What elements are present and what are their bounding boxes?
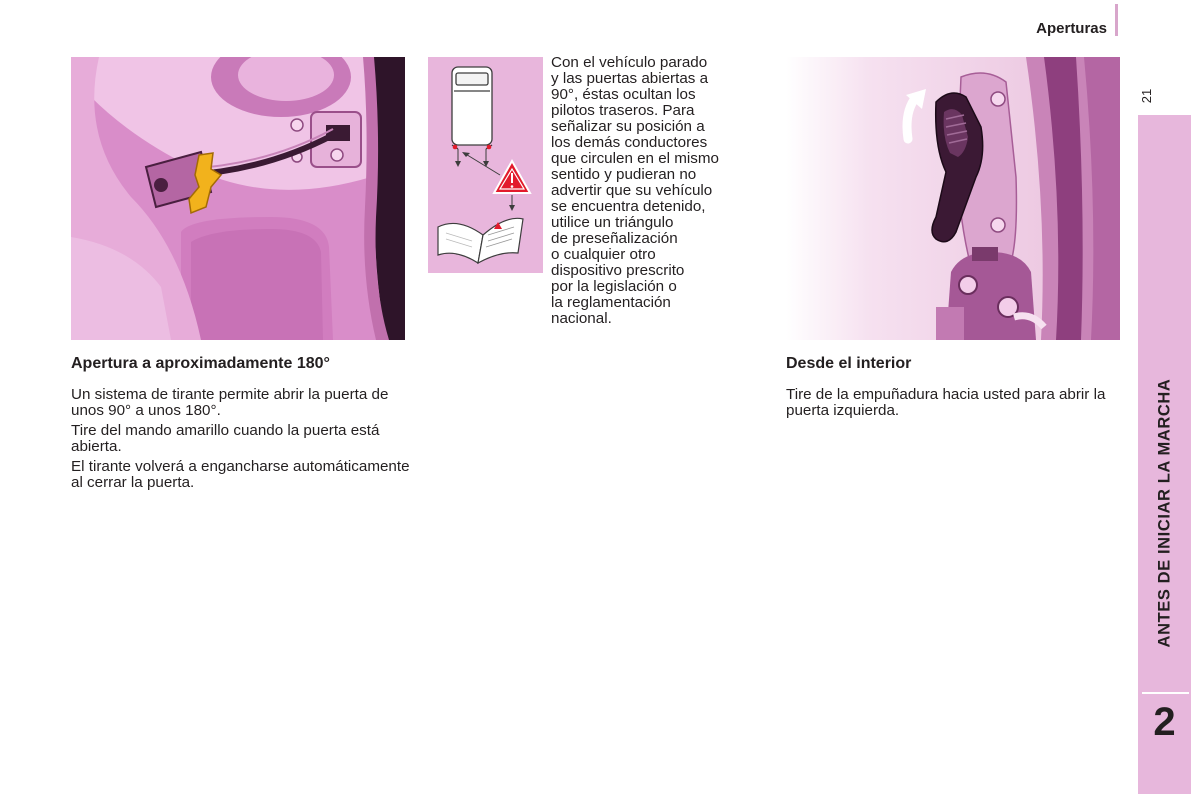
paragraph: El tirante volverá a engancharse automáticamente al cerrar la puerta. (71, 458, 410, 491)
interior-handle-photo (786, 57, 1120, 340)
section-title: Aperturas (1036, 20, 1107, 37)
paragraph: Tire de la empuñadura hacia usted para abrir la puerta izquierda. (786, 386, 1106, 419)
warning-diagram (428, 57, 543, 273)
paragraph: Un sistema de tirante permite abrir la puerta de unos 90° a unos 180°. (71, 386, 389, 419)
middle-body-text: Con el vehículo parado y las puertas abiertas a 90°, éstas ocultan los pilotos traseros. Para señalizar su posición a los demás conductores que circulen en el mismo sentido y pudieran no advertir que su vehículo se encuentra detenido, utilice un triángulo de preseñalización o cualquier otro dispositivo prescrito por la legislación o la reglamentación nacional. (551, 54, 719, 327)
door-strap-photo (71, 57, 405, 340)
left-body-text (71, 387, 411, 495)
chapter-divider (1142, 692, 1189, 694)
right-heading: Desde el interior (786, 355, 912, 372)
right-body-text (786, 387, 1106, 423)
left-heading: Apertura a aproximadamente 180° (71, 355, 330, 372)
paragraph: Tire del mando amarillo cuando la puerta está abierta. (71, 422, 380, 455)
van-topview-icon (452, 67, 492, 145)
header-divider (1115, 4, 1118, 36)
chapter-title: ANTES DE INICIAR LA MARCHA (1155, 378, 1173, 647)
chapter-title-container (1138, 340, 1191, 685)
chapter-number: 2 (1153, 700, 1176, 744)
page-number: 21 (1139, 88, 1154, 104)
